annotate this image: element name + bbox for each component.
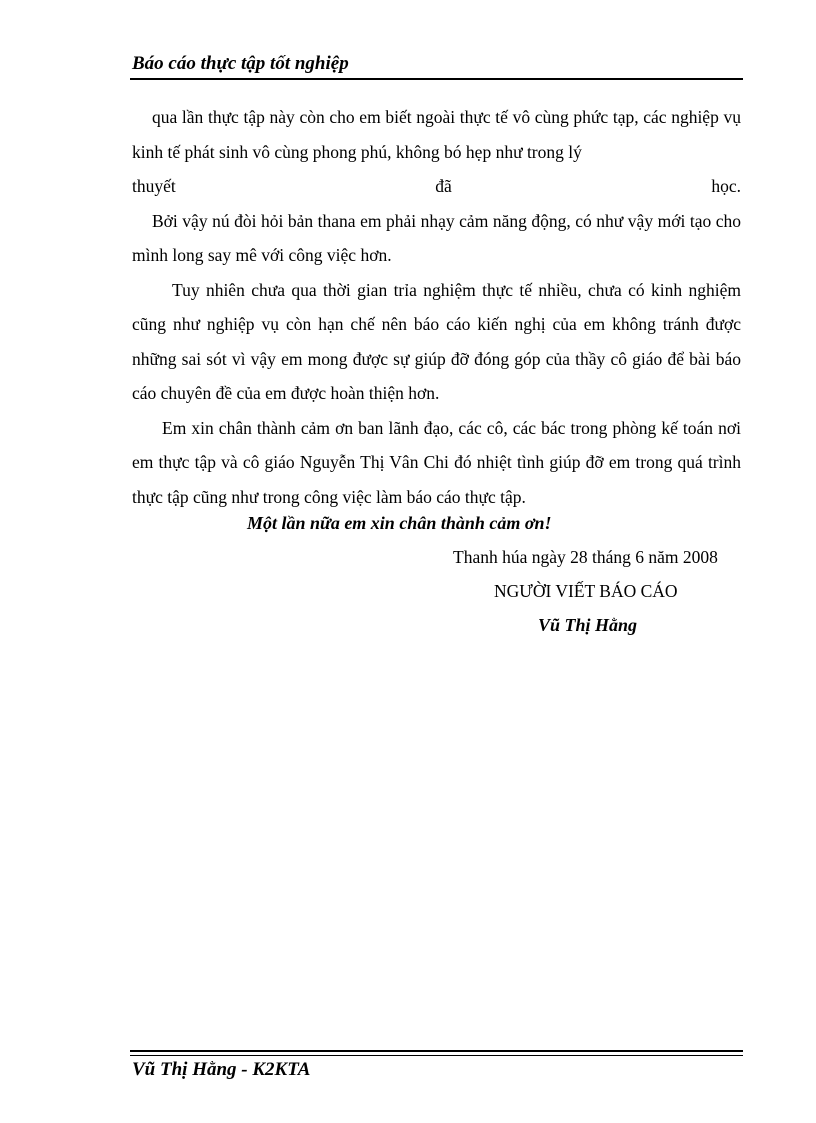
page-footer-text: Vũ Thị Hằng - K2KTA <box>132 1059 311 1080</box>
last-line-word-1: thuyết <box>132 176 176 196</box>
paragraph-4: Em xin chân thành cảm ơn ban lãnh đạo, các cô, các bác trong phòng kế toán nơi em thực tập và cô giáo Nguyễn Thị Vân Chi đó nhiệt tình giúp đỡ em trong quá trình thực tập cũng như trong công việc làm báo cáo thực tập. <box>132 417 741 507</box>
writer-label: NGƯỜI VIẾT BÁO CÁO <box>494 581 678 601</box>
writer-name: Vũ Thị Hằng <box>538 615 638 635</box>
paragraph-3: Tuy nhiên chưa qua thời gian trỉa nghiệm thực tế nhiều, chưa có kinh nghiệm cũng như nghiệp vụ còn hạn chế nên báo cáo kiến nghị của em không tránh được những sai sót vì vậy em mong được sự giúp đỡ đóng góp của thầy cô giáo để bài báo cáo chuyên đề của em được hoàn thiện hơn. <box>132 279 741 403</box>
date-line: Thanh húa ngày 28 tháng 6 năm 2008 <box>453 547 718 567</box>
page-header-title: Báo cáo thực tập tốt nghiệp <box>132 53 349 74</box>
last-line-word-2: đã <box>435 176 452 196</box>
paragraph-1-text: qua lần thực tập này còn cho em biết ngoài thực tế vô cùng phức tạp, các nghiệp vụ kinh tế phát sinh vô cùng phong phú, không bó hẹp như trong lý <box>132 107 741 162</box>
document-body <box>132 100 741 514</box>
closing-thanks: Một lần nữa em xin chân thành cảm ơn! <box>247 513 552 533</box>
header-divider <box>130 78 743 80</box>
paragraph-1-last-line <box>132 169 741 204</box>
footer-divider-thin <box>130 1055 743 1056</box>
footer-divider-thick <box>130 1050 743 1052</box>
last-line-word-3: học. <box>711 176 741 196</box>
paragraph-1 <box>132 100 741 169</box>
paragraph-2: Bởi vậy nú đòi hỏi bản thana em phải nhạy cảm năng động, có như vậy mới tạo cho mình long say mê với công việc hơn. <box>132 210 741 265</box>
